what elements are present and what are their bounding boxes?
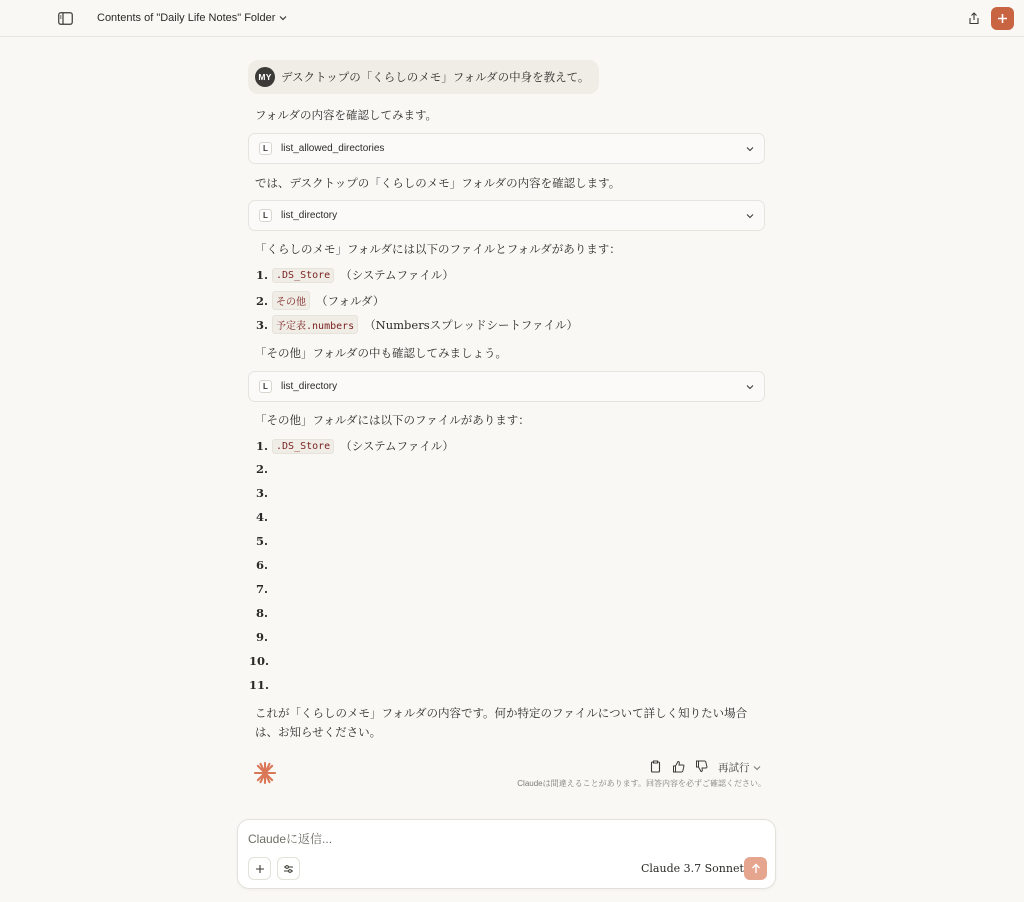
tool-name: list_directory	[281, 210, 338, 221]
list-item: 8.	[256, 606, 269, 620]
list-item: 1. .DS_Store （システムファイル）	[256, 268, 454, 282]
thumbs-down-icon[interactable]	[695, 760, 708, 773]
assistant-paragraph: 「その他」フォルダの中も確認してみましょう。	[255, 346, 507, 360]
tools-button[interactable]	[277, 857, 300, 880]
list-item: 5.	[256, 534, 269, 548]
list-item: 9.	[256, 630, 269, 644]
copy-icon[interactable]	[649, 760, 662, 773]
list-item: 11.	[249, 678, 270, 692]
retry-label: 再試行	[718, 762, 750, 774]
plus-icon	[255, 864, 265, 874]
top-bar	[0, 0, 1024, 37]
share-icon[interactable]	[966, 11, 981, 26]
list-item: 1. .DS_Store （システムファイル）	[256, 439, 454, 453]
list-item: 4.	[256, 510, 269, 524]
chevron-down-icon	[746, 383, 754, 391]
tool-name: list_directory	[281, 381, 338, 392]
assistant-paragraph: では、デスクトップの「くらしのメモ」フォルダの内容を確認します。	[255, 176, 621, 190]
inline-code: 予定表.numbers	[272, 315, 358, 334]
reply-input[interactable]	[248, 830, 748, 848]
list-item: 3. 予定表.numbers （Numbersスプレッドシートファイル）	[256, 315, 578, 334]
sliders-icon	[283, 864, 294, 874]
assistant-paragraph: これが「くらしのメモ」フォルダの内容です。何か特定のファイルについて詳しく知りたい場合	[255, 706, 748, 720]
disclaimer-text: Claudeは間違えることがあります。回答内容を必ずご確認ください。	[517, 779, 766, 788]
assistant-paragraph: フォルダの内容を確認してみます。	[255, 108, 438, 122]
tool-call-list-allowed-directories[interactable]	[248, 133, 765, 164]
chevron-down-icon	[753, 764, 761, 772]
list-item: 2. その他 （フォルダ）	[256, 291, 384, 310]
assistant-paragraph: 「その他」フォルダには以下のファイルがあります：	[255, 413, 530, 427]
user-message	[248, 60, 599, 94]
plus-icon	[997, 13, 1008, 24]
tool-icon: L	[259, 380, 272, 393]
list-item: 2.	[256, 462, 269, 476]
tool-icon: L	[259, 209, 272, 222]
composer	[237, 819, 776, 889]
tool-call-list-directory[interactable]	[248, 200, 765, 231]
inline-code: .DS_Store	[272, 439, 334, 454]
inline-code: .DS_Store	[272, 268, 334, 283]
chevron-down-icon	[279, 14, 287, 22]
list-item: 6.	[256, 558, 269, 572]
conversation-title: Contents of "Daily Life Notes" Folder	[97, 12, 276, 24]
model-name: Claude 3.7 Sonnet	[641, 862, 744, 875]
thumbs-up-icon[interactable]	[672, 760, 685, 773]
inline-code: その他	[272, 291, 310, 310]
sidebar-toggle-icon[interactable]	[57, 11, 74, 26]
attach-button[interactable]	[248, 857, 271, 880]
new-chat-button[interactable]	[991, 7, 1014, 30]
list-item: 10.	[249, 654, 270, 668]
avatar: MY	[255, 67, 275, 87]
user-message-text: デスクトップの「くらしのメモ」フォルダの中身を教えて。	[281, 72, 590, 84]
model-selector[interactable]	[641, 862, 755, 875]
list-item: 3.	[256, 486, 269, 500]
arrow-up-icon	[751, 863, 761, 874]
tool-call-list-directory[interactable]	[248, 371, 765, 402]
assistant-paragraph: は、お知らせください。	[255, 725, 382, 739]
tool-icon: L	[259, 142, 272, 155]
chevron-down-icon	[746, 145, 754, 153]
claude-logo-icon	[253, 761, 277, 785]
retry-button[interactable]	[718, 760, 761, 775]
chevron-down-icon	[746, 212, 754, 220]
conversation-title-menu[interactable]	[97, 12, 287, 24]
tool-name: list_allowed_directories	[281, 143, 385, 154]
send-button[interactable]	[744, 857, 767, 880]
assistant-paragraph: 「くらしのメモ」フォルダには以下のファイルとフォルダがあります：	[255, 242, 621, 256]
list-item: 7.	[256, 582, 269, 596]
